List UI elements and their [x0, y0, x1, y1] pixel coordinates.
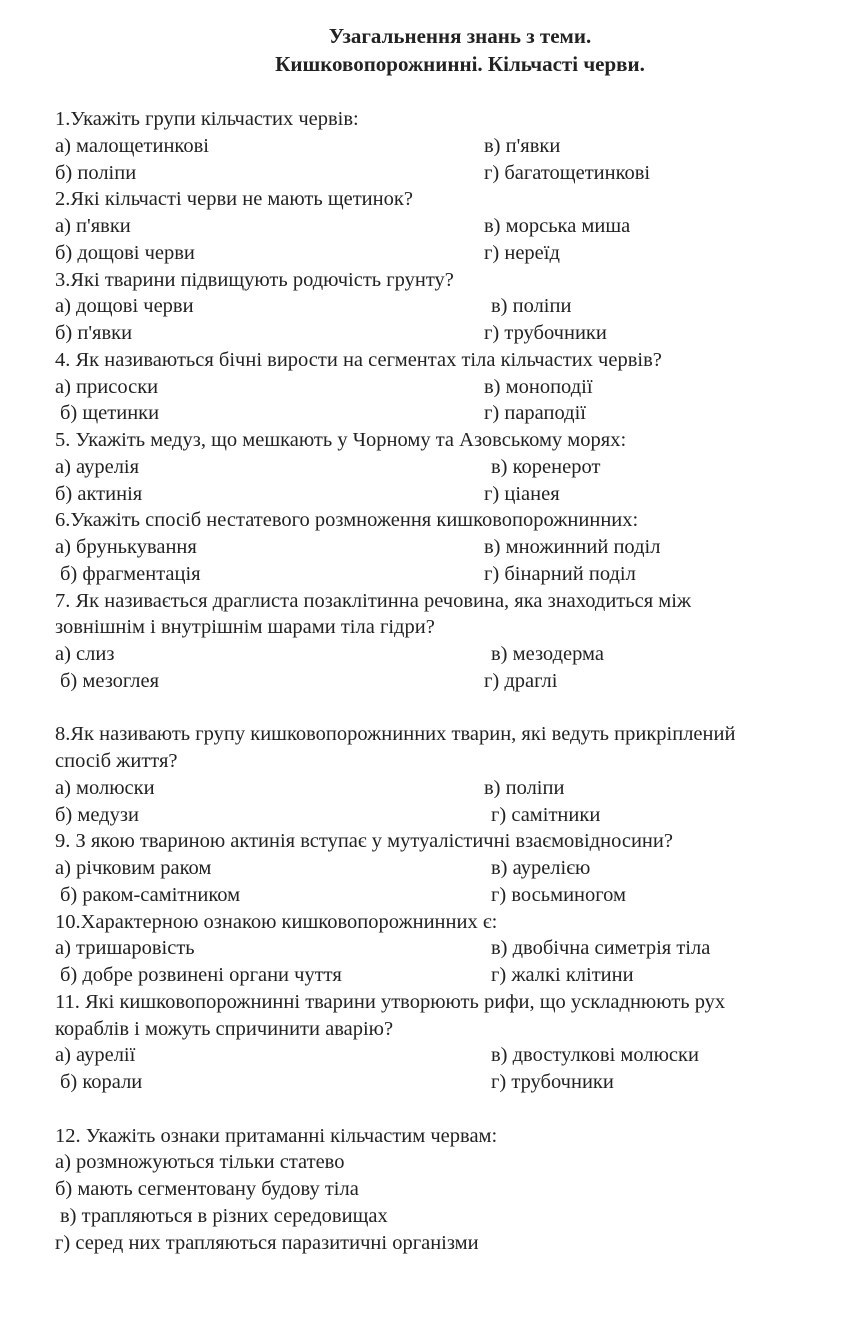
answer-option: б) дощові черви	[55, 241, 195, 264]
answer-option: в) коренерот	[491, 455, 601, 478]
options-row	[55, 855, 845, 882]
answer-option: а) слиз	[55, 643, 115, 665]
question-text: 9. З якою твариною актинія вступає у мутуалістичні взаємовідносини?	[55, 830, 673, 853]
answer-option: в) п'явки	[484, 134, 561, 157]
options-row	[55, 454, 845, 481]
options-row	[55, 293, 845, 320]
options-row	[55, 133, 845, 160]
question-block	[55, 186, 845, 266]
answer-option: а) дощові черви	[55, 295, 194, 318]
answer-option: в) моноподії	[484, 375, 593, 398]
options-row	[55, 213, 845, 240]
options-row	[55, 240, 845, 267]
question-block	[55, 828, 845, 908]
answer-option: г) самітники	[491, 803, 601, 826]
title-line-2: Кишковопорожнинні. Кільчасті черви.	[275, 52, 645, 76]
question-text: 6.Укажіть спосіб нестатевого розмноження кишковопорожнинних:	[55, 509, 639, 532]
answer-option: в) трапляються в різних середовищах	[60, 1204, 388, 1227]
options-row	[55, 882, 845, 909]
question-block	[55, 909, 845, 989]
question-text: 5. Укажіть медуз, що мешкають у Чорному та Азовському морях:	[55, 429, 627, 451]
answer-option: г) бінарний поділ	[484, 562, 636, 585]
options-row	[55, 802, 845, 829]
answer-option: г) драглі	[484, 669, 558, 692]
question-text: 4. Як називаються бічні вирости на сегментах тіла кільчастих червів?	[55, 348, 662, 371]
title-line-1: Узагальнення знань з теми.	[328, 24, 592, 48]
answer-option: в) двобічна симетрія тіла	[491, 937, 711, 960]
answer-option: а) присоски	[55, 375, 159, 398]
answer-option: в) мезодерма	[491, 643, 604, 665]
answer-option: б) мезоглея	[60, 669, 160, 692]
options-row	[55, 561, 845, 588]
question-text: 1.Укажіть групи кільчастих червів:	[55, 108, 359, 130]
answer-option: б) мають сегментовану будову тіла	[55, 1178, 359, 1200]
question-text: 7. Як називається драглиста позаклітинна речовина, яка знаходиться між	[55, 589, 692, 612]
answer-option: г) нереїд	[484, 241, 560, 264]
questions-list	[55, 106, 845, 1256]
options-row	[55, 1042, 845, 1069]
answer-option: г) серед них трапляються паразитичні організми	[55, 1231, 479, 1254]
question-text: 12. Укажіть ознаки притаманні кільчастим червам:	[55, 1124, 498, 1147]
options-row	[55, 320, 845, 347]
answer-option: г) параподії	[484, 402, 586, 425]
answer-option: б) актинія	[55, 482, 143, 505]
options-row	[55, 775, 845, 802]
answer-option: б) корали	[60, 1071, 143, 1093]
options-row	[55, 160, 845, 187]
options-row	[55, 1069, 845, 1096]
question-text: 3.Які тварини підвищують родючість грунту?	[55, 268, 454, 291]
answer-option: г) багатощетинкові	[484, 161, 651, 184]
answer-option: а) аурелії	[55, 1044, 136, 1067]
options-row	[55, 641, 845, 668]
options-row	[55, 481, 845, 508]
answer-option: в) морська миша	[484, 215, 631, 237]
answer-option: г) ціанея	[484, 482, 560, 505]
answer-option: г) жалкі клітини	[491, 964, 634, 986]
question-block	[55, 721, 845, 828]
answer-option: а) річковим раком	[55, 857, 212, 879]
answer-option: а) аурелія	[55, 455, 140, 478]
answer-option: в) множинний поділ	[484, 536, 661, 558]
question-text: кораблів і можуть спричинити аварію?	[55, 1017, 394, 1040]
answer-option: б) поліпи	[55, 161, 137, 184]
options-row	[55, 534, 845, 561]
answer-option: а) п'явки	[55, 215, 131, 237]
options-row	[55, 400, 845, 427]
answer-option: г) трубочники	[484, 322, 607, 344]
question-block	[55, 588, 845, 722]
question-block	[55, 106, 845, 186]
question-block	[55, 427, 845, 507]
answer-option: в) аурелією	[491, 857, 591, 879]
question-text: спосіб життя?	[55, 750, 178, 772]
answer-option: б) фрагментація	[60, 562, 201, 585]
question-block	[55, 347, 845, 427]
question-text: 8.Як називають групу кишковопорожнинних тварин, які ведуть прикріплений	[55, 723, 736, 746]
question-block	[55, 1123, 845, 1257]
answer-option: б) п'явки	[55, 322, 133, 344]
answer-option: в) поліпи	[491, 295, 572, 318]
options-row	[55, 962, 845, 989]
question-text: зовнішнім і внутрішнім шарами тіла гідри?	[55, 616, 435, 639]
answer-option: а) брунькування	[55, 536, 197, 558]
question-block	[55, 989, 845, 1123]
question-block	[55, 267, 845, 347]
spacer	[55, 1096, 845, 1123]
answer-option: б) щетинки	[60, 402, 160, 425]
question-block	[55, 507, 845, 587]
answer-option: а) розмножуються тільки статево	[55, 1151, 345, 1174]
options-row	[55, 374, 845, 401]
answer-option: в) двостулкові молюски	[491, 1044, 699, 1067]
answer-option: а) молюски	[55, 776, 155, 799]
answer-option: а) тришаровість	[55, 937, 195, 960]
spacer	[55, 695, 845, 722]
question-text: 10.Характерною ознакою кишковопорожнинних є:	[55, 910, 498, 933]
options-row	[55, 935, 845, 962]
answer-option: в) поліпи	[484, 776, 565, 799]
question-text: 2.Які кільчасті черви не мають щетинок?	[55, 188, 413, 211]
answer-option: г) трубочники	[491, 1071, 614, 1093]
answer-option: б) раком-самітником	[60, 883, 241, 906]
answer-option: г) восьминогом	[491, 883, 627, 906]
answer-option: б) медузи	[55, 803, 139, 826]
question-text: 11. Які кишковопорожнинні тварини утворюють рифи, що ускладнюють рух	[55, 990, 726, 1013]
answer-option: б) добре розвинені органи чуття	[60, 964, 342, 986]
answer-option: а) малощетинкові	[55, 134, 209, 157]
options-row	[55, 668, 845, 695]
